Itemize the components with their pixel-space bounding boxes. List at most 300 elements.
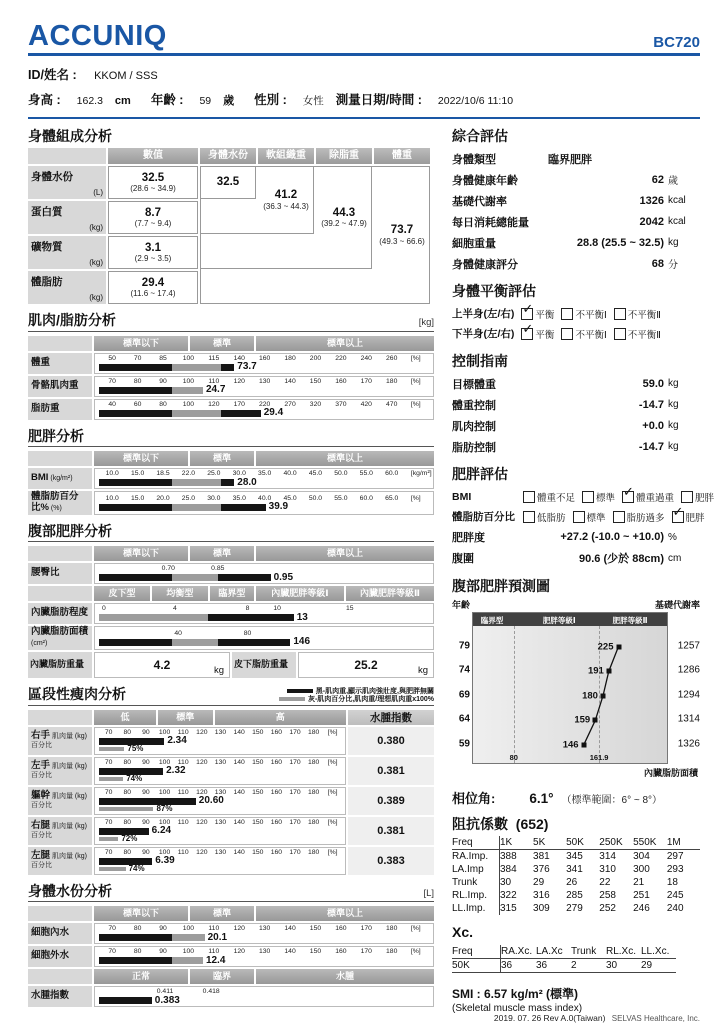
metric-value: 2042 (639, 215, 664, 228)
metric-value: 59.0 (642, 377, 664, 390)
table-cell: 304 (633, 851, 650, 863)
body-comp-value-cell: 29.4 (11.6 ~ 17.4) (108, 271, 198, 304)
row-label: 左手 肌肉量 (kg) 百分比 (28, 757, 92, 785)
analysis-row (28, 727, 434, 755)
bar-segment (172, 957, 203, 964)
data-table (452, 836, 700, 915)
data-point-label: 180 (582, 690, 598, 702)
column-header: Freq (452, 945, 501, 959)
bar-value: 0.383 (154, 994, 180, 1006)
bar-value: 20.1 (207, 931, 228, 943)
analysis-row (28, 847, 434, 875)
bar-segment (99, 997, 152, 1004)
table-cell: 240 (666, 903, 684, 915)
bar (99, 933, 429, 942)
section-muscle-fat (28, 313, 434, 419)
table-cell: 18 (666, 877, 678, 889)
bar-value: 2.34 (167, 735, 187, 747)
table-cell: 285 (566, 890, 583, 902)
bar-segment (99, 747, 124, 751)
band-zone: 正常 (94, 969, 188, 984)
xc-table (452, 945, 700, 973)
section-title: 身體平衡評估 (452, 283, 536, 300)
check-row-label: 下半身(左/右) (452, 328, 515, 341)
band-zone: 標準以上 (256, 906, 434, 921)
metric-label: 每日消耗總能量 (452, 216, 529, 229)
bar (99, 363, 429, 372)
section-title: 控制指南 (452, 352, 508, 369)
metric-unit: 分 (668, 260, 678, 272)
analysis-row (28, 923, 434, 944)
bmr-tick: 1286 (677, 664, 700, 676)
checkbox-label: 體重過重 (636, 492, 675, 504)
table-cell: 246 (633, 903, 650, 915)
bar-segment (172, 410, 222, 417)
bar-segment (99, 639, 172, 646)
table-cell: RA.Imp. (452, 850, 499, 864)
analysis-row (28, 969, 434, 984)
table-cell: 252 (599, 903, 616, 915)
bar-segment (99, 798, 196, 805)
body-comp-row (28, 271, 198, 304)
column-header: LA.Xc (536, 945, 571, 959)
band-zone: 臨界型 (210, 586, 254, 601)
table-cell: 341 (566, 864, 583, 876)
bmr-tick: 1314 (677, 713, 700, 725)
bar-value: 29.4 (263, 407, 284, 419)
column-header: 550K (633, 836, 667, 850)
control-rows (452, 373, 700, 457)
metric-unit: % (668, 531, 677, 543)
checkbox-icon (573, 511, 585, 523)
info-label: 測量日期/時間 : (335, 93, 422, 107)
info-value: 2022/10/6 11:10 (437, 95, 514, 107)
bar-value: 20.60 (198, 795, 224, 807)
bar-value: 12.4 (205, 954, 226, 966)
analysis-row (28, 757, 434, 785)
section-title: 綜合評估 (452, 128, 508, 144)
bar (99, 409, 429, 418)
scale-ticks: 50 70 85 100 115 140 160 180 200 220 240 260 [%] (108, 354, 421, 362)
metric-label: 內臟脂肪重量 (28, 652, 92, 678)
body-comp-col-header: 身體水份 (200, 148, 256, 164)
checkbox-icon (523, 511, 535, 523)
bmr-tick: 1326 (677, 738, 700, 750)
body-comp-col-header: 軟組織重 (258, 148, 314, 164)
body-comp-header-row (28, 148, 434, 164)
scale-track (94, 491, 434, 515)
bar-segment (99, 867, 126, 871)
analysis-row (28, 376, 434, 397)
bar-segment (99, 777, 123, 781)
body-comp-col-header: 除脂重 (316, 148, 372, 164)
scale-ticks: 70 80 90 100 110 120 130 140 150 160 170 180 [%] (104, 848, 338, 856)
section-title: 身體水份分析 (28, 882, 112, 899)
info-value: 59 (199, 95, 212, 107)
bar-segment (99, 837, 118, 841)
metric-row (452, 211, 700, 232)
bar-segment (99, 957, 172, 964)
row-label: 腰臀比 (28, 563, 92, 584)
metric-label: 腹圍 (452, 553, 474, 566)
section-segmental-lean (28, 687, 434, 874)
edema-index-value: 0.381 (348, 817, 434, 845)
metric-value-cell: 25.2 kg (298, 652, 434, 678)
band-zone: 標準以上 (256, 546, 434, 561)
checkbox-option (622, 483, 675, 504)
table-row (452, 958, 676, 972)
bmr-axis (668, 612, 700, 764)
scale-ticks: 70 80 90 100 110 120 130 140 150 160 170 180 [%] (108, 925, 421, 933)
bar-segment (99, 479, 172, 486)
phase-angle-range: （標準範圍：6° ~ 8°） (561, 794, 663, 806)
bar (99, 806, 341, 813)
section-title: 肥胖分析 (28, 427, 84, 444)
checkbox-option (523, 490, 575, 504)
scale-band (94, 969, 434, 984)
bmr-tick: 1257 (677, 640, 700, 651)
section-title: 肌肉/脂肪分析 (28, 312, 116, 329)
metric-label: 皮下脂肪重量 (232, 652, 296, 678)
table-cell: 251 (633, 890, 650, 902)
table-cell: 279 (566, 903, 583, 915)
metric-label: 基礎代謝率 (452, 195, 507, 208)
unit-tag: [kg] (418, 317, 434, 329)
analysis-row (28, 468, 434, 489)
metric-row (452, 436, 700, 457)
scale-ticks: 70 80 90 100 110 120 130 140 150 160 170 180 [%] (108, 948, 421, 956)
chart-zone-band (473, 613, 667, 626)
analysis-row (28, 451, 434, 466)
scale-track (94, 727, 346, 755)
column-header: 250K (599, 836, 633, 850)
table-row (452, 876, 700, 889)
checkbox-option (613, 510, 665, 524)
metric-label: 細胞重量 (452, 237, 496, 250)
band-zone: 標準以上 (256, 451, 434, 466)
report-columns (28, 127, 715, 1014)
section-abdominal-prediction (452, 579, 700, 779)
bar-segment (99, 504, 172, 511)
info-label: 身高 : (28, 93, 61, 107)
checkbox-label: 不平衡Ⅰ (575, 309, 607, 321)
scale-ticks: 70 80 90 100 110 120 130 140 150 160 170 180 [%] (104, 758, 338, 766)
bar-segment (221, 504, 266, 511)
section-title: 腹部肥胖分析 (28, 523, 112, 540)
balance-rows (452, 300, 700, 344)
body-comp-row-label: 礦物質 (kg) (28, 236, 106, 269)
section-body-water (28, 884, 434, 1007)
table-cell: 345 (566, 851, 583, 863)
patient-id-row (28, 65, 700, 83)
body-comp-value-cell: 8.7 (7.7 ~ 9.4) (108, 201, 198, 234)
metric-unit: cm (668, 552, 682, 564)
section-control-guide (452, 354, 700, 457)
checkbox-option (614, 307, 661, 321)
bar (99, 503, 429, 512)
data-point-label: 191 (587, 665, 604, 677)
table-cell: 384 (499, 864, 517, 876)
bar-segment (172, 479, 222, 486)
metric-label: 目標體重 (452, 378, 496, 391)
analysis-row (28, 906, 434, 921)
report-footer (494, 1013, 700, 1023)
scale-track (94, 626, 434, 650)
age-tick: 74 (458, 664, 470, 676)
bar-segment (99, 807, 153, 811)
section-title: 肥胖評估 (452, 466, 508, 483)
scale-track (94, 757, 346, 785)
metric-value: 1326 (639, 194, 664, 207)
metric-label: 肌肉控制 (452, 420, 496, 433)
scale-track (94, 817, 346, 845)
checkbox-icon (523, 491, 535, 503)
column-header: 5K (533, 836, 566, 850)
table-cell: 297 (666, 851, 684, 863)
metric-value: -14.7 (638, 440, 664, 453)
section-body-composition (28, 129, 434, 304)
checkbox-label: 平衡 (535, 309, 555, 321)
chart-data-area (473, 626, 667, 763)
bar-segment (172, 934, 205, 941)
body-comp-row (28, 166, 198, 199)
scale-track (94, 847, 346, 875)
bar (99, 746, 341, 753)
section-title: 腹部肥胖預測圖 (452, 577, 550, 594)
info-label: 性別 : (254, 93, 287, 107)
table-cell: 314 (599, 851, 616, 863)
info-value: 162.3 (76, 95, 103, 107)
checkbox-label: 不平衡Ⅱ (627, 309, 661, 321)
bar-segment (221, 479, 234, 486)
band-zone: 標準 (190, 906, 254, 921)
analysis-row (28, 336, 434, 351)
zone-label: 肥胖等級Ⅱ (612, 615, 648, 625)
column-header: RA.Xc. (501, 945, 537, 959)
prediction-chart (452, 612, 700, 764)
band-zone: 標準 (190, 546, 254, 561)
accuniq-logo: ACCUNIQ (28, 20, 167, 52)
bar-segment (218, 574, 271, 581)
table-header-row (452, 836, 700, 850)
band-zone: 標準 (158, 710, 213, 725)
chart-guide-label: 80 (509, 752, 518, 762)
analysis-row (28, 652, 434, 678)
bar-segment (99, 614, 208, 621)
table-cell: 258 (599, 890, 616, 902)
check-row (452, 483, 715, 507)
merged-cell-value: 44.3 (39.2 ~ 47.9) (321, 206, 367, 229)
data-point-label: 146 (562, 739, 579, 751)
row-label (28, 546, 92, 561)
metric-label: 肥胖度 (452, 532, 485, 545)
band-zone: 標準以下 (94, 546, 188, 561)
metric-value: 28.8 (25.5 ~ 32.5) (576, 236, 664, 249)
checkbox-icon (614, 328, 626, 340)
legend-swatch (287, 689, 313, 693)
table-cell: 293 (666, 864, 684, 876)
scale-track (94, 376, 434, 397)
scale-track (94, 468, 434, 489)
scale-band (94, 710, 346, 725)
row-label (28, 710, 92, 725)
table-header-row (452, 945, 676, 959)
table-cell: 388 (499, 851, 517, 863)
checkbox-option (614, 327, 661, 341)
bar-value: 2.32 (166, 765, 186, 777)
scale-band (94, 546, 434, 561)
table-cell: 316 (533, 890, 550, 902)
age-tick: 79 (458, 640, 470, 651)
checkbox-label: 肥胖 (695, 492, 715, 504)
check-row-label: BMI (452, 490, 472, 503)
scale-band (94, 336, 434, 351)
metric-unit: kcal (668, 216, 686, 228)
smi-value: SMI : 6.57 kg/m² (標準) (452, 986, 579, 1001)
checkbox-option (582, 490, 615, 504)
revision-text: 2019. 07. 26 Rev A.0(Taiwan) (493, 1013, 606, 1023)
bar-segment (221, 364, 234, 371)
band-zone: 皮下型 (94, 586, 150, 601)
body-comp-row-label: 蛋白質 (kg) (28, 201, 106, 234)
info-label: 年齡 : (150, 93, 184, 107)
phase-angle-row (452, 788, 700, 807)
band-zone: 標準以下 (94, 906, 188, 921)
impedance-sub: (652) (515, 815, 549, 832)
body-comp-row (28, 201, 198, 234)
metric-row (452, 527, 700, 548)
band-zone: 標準以上 (256, 336, 434, 351)
checkbox-label: 不平衡Ⅰ (575, 329, 607, 341)
bmr-axis-title: 基礎代謝率 (654, 599, 700, 610)
checkbox-option (672, 503, 705, 524)
row-label: 細胞內水 (28, 923, 92, 944)
column-header: RL.Xc. (606, 945, 641, 959)
band-zone: 低 (94, 710, 156, 725)
bar-value: 146 (293, 636, 311, 648)
table-cell: 300 (633, 864, 650, 876)
body-composition-table (28, 148, 434, 304)
impedance-table (452, 836, 700, 915)
body-comp-corner (28, 148, 106, 164)
checkbox-icon (614, 308, 626, 320)
scale-band (94, 906, 434, 921)
table-cell: 310 (599, 864, 616, 876)
data-point-label: 159 (574, 714, 591, 726)
row-label (28, 451, 92, 466)
legend-entry: 黑-肌肉重,顯示肌肉強壯度,與肥胖無關 (287, 688, 434, 695)
body-comp-staircase (200, 166, 430, 304)
band-zone: 均衡型 (152, 586, 208, 601)
chart-x-label: 內臟脂肪面積 (643, 767, 698, 778)
info-value: 女性 (302, 95, 324, 107)
analysis-row (28, 546, 434, 561)
checkbox-icon (582, 491, 594, 503)
table-row (452, 889, 700, 902)
checkbox-option (681, 490, 714, 504)
section-comprehensive (452, 129, 700, 274)
bar-value: 87% (156, 804, 173, 814)
table-cell: Trunk (452, 876, 499, 889)
row-label: 左腿 肌肉量 (kg) 百分比 (28, 847, 92, 875)
scale-ticks: 70 80 90 100 110 120 130 140 150 160 170 180 [%] (104, 818, 338, 826)
check-row (452, 320, 700, 344)
bar-segment (218, 639, 291, 646)
body-comp-row-label: 體脂肪 (kg) (28, 271, 106, 304)
checkbox-label: 標準 (586, 512, 606, 524)
row-label: 右腿 肌肉量 (kg) 百分比 (28, 817, 92, 845)
table-cell: 381 (533, 851, 550, 863)
segmental-legend (279, 688, 434, 703)
table-cell: 29 (533, 877, 545, 889)
abdominal-obesity-table (28, 546, 434, 678)
row-label: 水腫指數 (28, 986, 92, 1007)
metric-label: 體重控制 (452, 399, 496, 412)
unit-tag: [L] (423, 887, 434, 899)
section-obesity-eval (452, 466, 715, 568)
scale-track (94, 353, 434, 374)
analysis-row (28, 787, 434, 815)
scale-track (94, 603, 434, 624)
body-comp-col-header: 數值 (108, 148, 198, 164)
metric-value: 90.6 (少於 88cm) (579, 553, 664, 566)
table-row (452, 850, 700, 864)
bar-value: 0.95 (273, 571, 294, 583)
row-label: 軀幹 肌肉量 (kg) 百分比 (28, 787, 92, 815)
band-zone: 標準以下 (94, 451, 188, 466)
bar-segment (99, 934, 172, 941)
bar (99, 836, 341, 843)
scale-ticks: 0.411 0.418 (156, 988, 220, 996)
scale-track (94, 787, 346, 815)
right-column (452, 127, 715, 1014)
bar-segment (99, 574, 172, 581)
edema-index-value: 0.383 (348, 847, 434, 875)
bar-value: 6.39 (155, 855, 175, 867)
bar-value: 72% (121, 834, 138, 844)
left-column (28, 127, 434, 1014)
scale-ticks: 70 80 90 100 110 120 130 140 150 160 170 180 [%] (108, 377, 421, 385)
legend-entry: 灰-肌肉百分比,肌肉重/理想肌肉重x100% (279, 696, 434, 703)
patient-info-row (28, 90, 700, 119)
bar-value: 75% (127, 744, 144, 754)
table-cell: 21 (633, 877, 645, 889)
device-model: BC720 (653, 34, 700, 51)
metric-row (452, 190, 700, 211)
merged-cell-value: 73.7 (49.3 ~ 66.6) (379, 224, 425, 246)
metric-label: 身體類型 (452, 153, 496, 166)
zone-label: 臨界型 (480, 615, 504, 625)
bar (99, 386, 429, 395)
band-zone: 內臟肥胖等級Ⅱ (346, 586, 434, 601)
check-row-label: 上半身(左/右) (452, 308, 515, 321)
band-zone: 標準 (190, 336, 254, 351)
section-title: 區段性瘦肉分析 (28, 686, 126, 703)
info-unit: cm (114, 95, 131, 107)
checkbox-icon (561, 308, 573, 320)
section-impedance (452, 817, 700, 915)
checkbox-checked-icon: ✓ (521, 328, 533, 340)
analysis-row (28, 586, 434, 601)
column-header: 1M (667, 836, 700, 850)
chart-guide-label: 161.9 (589, 752, 609, 762)
scale-track (94, 399, 434, 420)
merged-cell-value: 41.2 (36.3 ~ 44.3) (263, 189, 309, 211)
age-axis-title: 年齡 (452, 599, 471, 610)
edema-index-value: 0.381 (348, 757, 434, 785)
checkbox-option (561, 307, 606, 321)
bar (99, 996, 429, 1005)
